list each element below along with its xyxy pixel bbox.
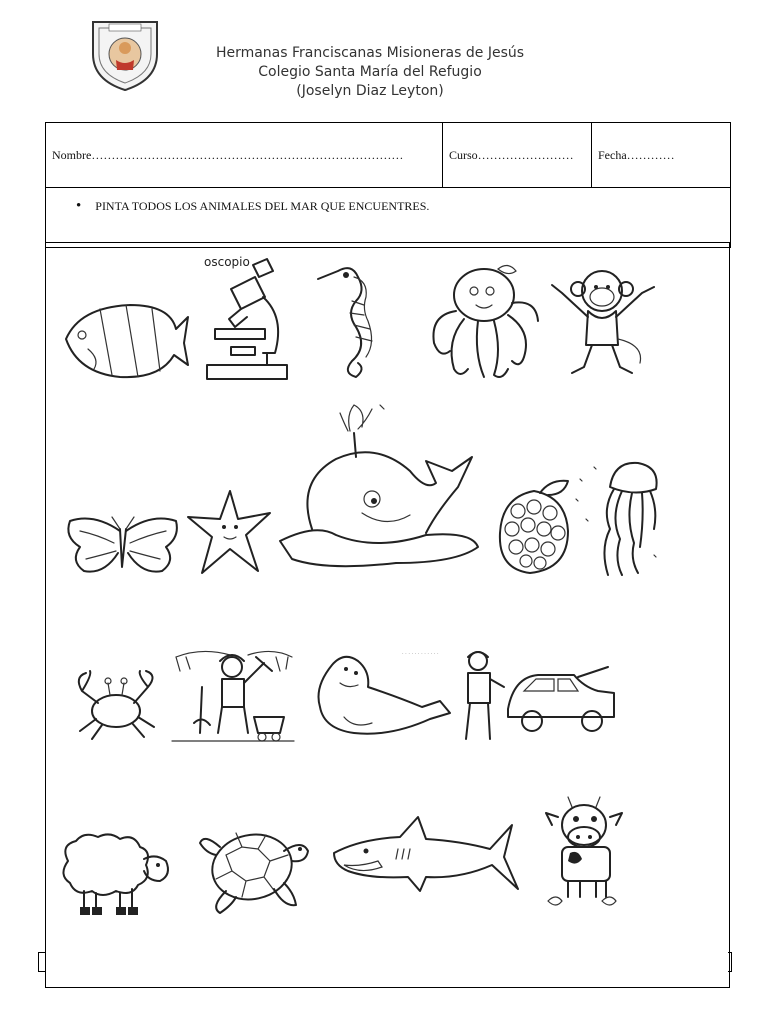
- monkey-drawing[interactable]: [544, 263, 660, 383]
- fish-drawing[interactable]: [60, 299, 190, 381]
- header-congregation: Hermanas Franciscanas Misioneras de Jesús: [215, 45, 525, 61]
- cow-drawing[interactable]: [540, 793, 632, 913]
- whale-drawing[interactable]: [276, 401, 482, 577]
- coloring-sheet: [45, 242, 730, 988]
- crab-drawing[interactable]: [68, 667, 158, 741]
- curso-dots: ……………………: [477, 147, 574, 162]
- page-corner-mark: [38, 952, 45, 972]
- shark-drawing[interactable]: [330, 817, 522, 897]
- butterfly-drawing[interactable]: [64, 513, 180, 577]
- nombre-label: Nombre: [52, 147, 92, 162]
- page-corner-mark: [728, 952, 732, 972]
- raspberry-drawing[interactable]: [494, 477, 576, 577]
- nombre-field[interactable]: [46, 123, 443, 188]
- seal-drawing[interactable]: [310, 647, 454, 739]
- school-logo: [85, 14, 165, 94]
- fecha-dots: …………: [626, 147, 675, 162]
- nombre-dots: ……………………………………………………………………: [91, 147, 404, 162]
- miner-drawing[interactable]: [172, 647, 294, 743]
- fecha-field[interactable]: [592, 123, 731, 188]
- header-school: Colegio Santa María del Refugio: [258, 64, 482, 80]
- header-author: (Joselyn Diaz Leyton): [296, 83, 444, 99]
- student-info-table: [45, 122, 731, 248]
- jellyfish-drawing[interactable]: [570, 459, 664, 577]
- starfish-drawing[interactable]: [184, 487, 274, 577]
- sheep-drawing[interactable]: [56, 831, 174, 919]
- microscope-label: oscopio: [204, 255, 250, 269]
- mechanic-car-drawing[interactable]: [458, 647, 618, 743]
- instruction-text: PINTA TODOS LOS ANIMALES DEL MAR QUE ENCUENTRES.: [95, 199, 430, 213]
- seahorse-drawing[interactable]: [308, 257, 390, 381]
- curso-field[interactable]: [443, 123, 592, 188]
- turtle-drawing[interactable]: [196, 811, 312, 923]
- microscope-drawing[interactable]: [201, 257, 293, 381]
- bullet-icon: •: [76, 198, 82, 214]
- seal-watermark: · · · · · · · · · · · ·: [402, 651, 439, 657]
- curso-label: Curso: [449, 147, 478, 162]
- octopus-drawing[interactable]: [424, 259, 542, 383]
- instruction-cell: [46, 188, 731, 248]
- fecha-label: Fecha: [598, 147, 627, 162]
- school-header: [170, 44, 570, 101]
